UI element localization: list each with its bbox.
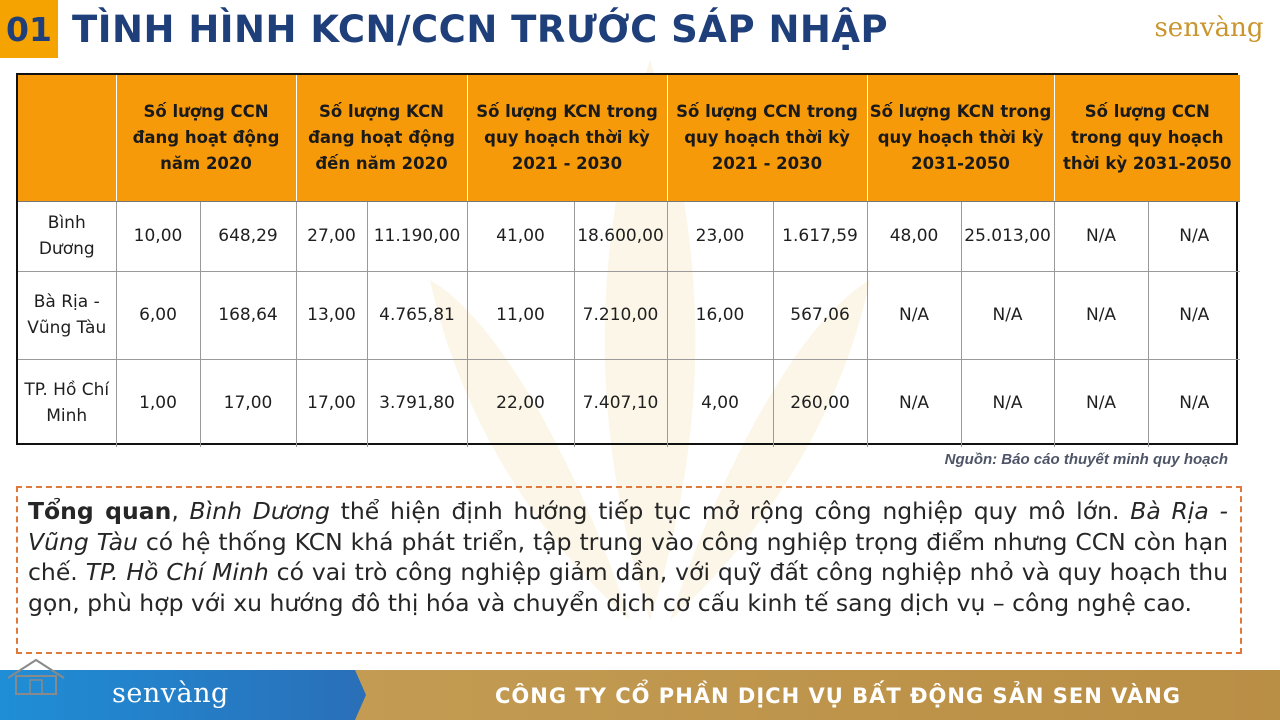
- region-cell: TP. Hồ Chí Minh: [18, 359, 116, 447]
- table-cell: 168,64: [200, 271, 296, 359]
- summary-text: có hệ thống KCN khá phát triển, tập trung vào công nghiệp trọng điểm nhưng CCN còn hạn chế.: [28, 527, 1228, 586]
- industrial-zone-table: [16, 73, 1238, 445]
- table-cell: 25.013,00: [961, 201, 1054, 271]
- table-cell: 4,00: [667, 359, 773, 447]
- table-cell: 3.791,80: [367, 359, 467, 447]
- table-cell: 18.600,00: [574, 201, 667, 271]
- source-note: Nguồn: Báo cáo thuyết minh quy hoạch: [944, 451, 1228, 468]
- footer-company-name: CÔNG TY CỔ PHẦN DỊCH VỤ BẤT ĐỘNG SẢN SEN VÀNG: [495, 684, 1182, 708]
- table-cell: 16,00: [667, 271, 773, 359]
- header-corner: [18, 75, 116, 201]
- table-cell: N/A: [1054, 359, 1148, 447]
- table-cell: 4.765,81: [367, 271, 467, 359]
- header-cell: Số lượng KCN trong quy hoạch thời kỳ 2021 - 2030: [467, 75, 667, 201]
- table-cell: N/A: [867, 359, 961, 447]
- summary-text: có vai trò công nghiệp giảm dần, với quỹ đất công nghiệp nhỏ và quy hoạch thu gọn, phù hợp với xu hướng đô thị hóa và chuyển dịch cơ cấu kinh tế sang dịch vụ – công nghệ cao.: [28, 558, 1228, 617]
- table-cell: 17,00: [200, 359, 296, 447]
- table-cell: 1.617,59: [773, 201, 867, 271]
- table-row: [18, 271, 1240, 359]
- summary-box: [16, 486, 1242, 654]
- table-cell: 23,00: [667, 201, 773, 271]
- table-row: [18, 201, 1240, 271]
- table-cell: 260,00: [773, 359, 867, 447]
- table-cell: N/A: [1054, 271, 1148, 359]
- table-cell: 11,00: [467, 271, 574, 359]
- house-icon: [4, 656, 68, 696]
- summary-region: Bình Dương: [189, 497, 330, 525]
- table-cell: N/A: [1179, 393, 1210, 414]
- table-cell: 17,00: [296, 359, 367, 447]
- page-title: TÌNH HÌNH KCN/CCN TRƯỚC SÁP NHẬP: [72, 8, 889, 51]
- table-cell: 7.407,10: [574, 359, 667, 447]
- table-cell: N/A: [867, 271, 961, 359]
- header-cell: Số lượng CCN trong quy hoạch thời kỳ 2031-2050: [1054, 75, 1240, 201]
- summary-region: Bà Rịa - Vũng Tàu: [28, 497, 1228, 556]
- table-cell: 1,00: [116, 359, 200, 447]
- table-cell: 41,00: [467, 201, 574, 271]
- brand-logo: senvàng: [1154, 13, 1264, 43]
- table-cell: N/A: [1148, 271, 1240, 359]
- table-cell: 48,00: [867, 201, 961, 271]
- footer-logo: senvàng: [112, 678, 229, 709]
- summary-region: TP. Hồ Chí Minh: [85, 558, 269, 586]
- table-cell: 648,29: [200, 201, 296, 271]
- table-cell: 22,00: [467, 359, 574, 447]
- region-cell: Bình Dương: [18, 201, 116, 271]
- table-cell: 6,00: [116, 271, 200, 359]
- table-cell: N/A: [1054, 201, 1148, 271]
- region-cell: Bà Rịa - Vũng Tàu: [18, 271, 116, 359]
- summary-text: thể hiện định hướng tiếp tục mở rộng công nghiệp quy mô lớn.: [329, 497, 1131, 525]
- table-cell: N/A: [1148, 201, 1240, 271]
- table-cell: 567,06: [773, 271, 867, 359]
- header-cell: Số lượng KCN trong quy hoạch thời kỳ 2031-2050: [867, 75, 1054, 201]
- header-cell: Số lượng CCN trong quy hoạch thời kỳ 2021 - 2030: [667, 75, 867, 201]
- summary-lead: Tổng quan: [28, 497, 172, 525]
- table-cell: 27,00: [296, 201, 367, 271]
- table-cell: 13,00: [296, 271, 367, 359]
- header-cell: Số lượng KCN đang hoạt động đến năm 2020: [296, 75, 467, 201]
- table-cell: N/A: [961, 359, 1054, 447]
- table-cell: 11.190,00: [367, 201, 467, 271]
- table-row: [18, 359, 1240, 447]
- table-cell: N/A: [961, 271, 1054, 359]
- table-cell: 7.210,00: [574, 271, 667, 359]
- table-cell: 10,00: [116, 201, 200, 271]
- table-header-row: [18, 75, 1240, 201]
- summary-text: ,: [171, 497, 190, 525]
- section-number-badge: 01: [0, 0, 58, 58]
- header-cell: Số lượng CCN đang hoạt động năm 2020: [116, 75, 296, 201]
